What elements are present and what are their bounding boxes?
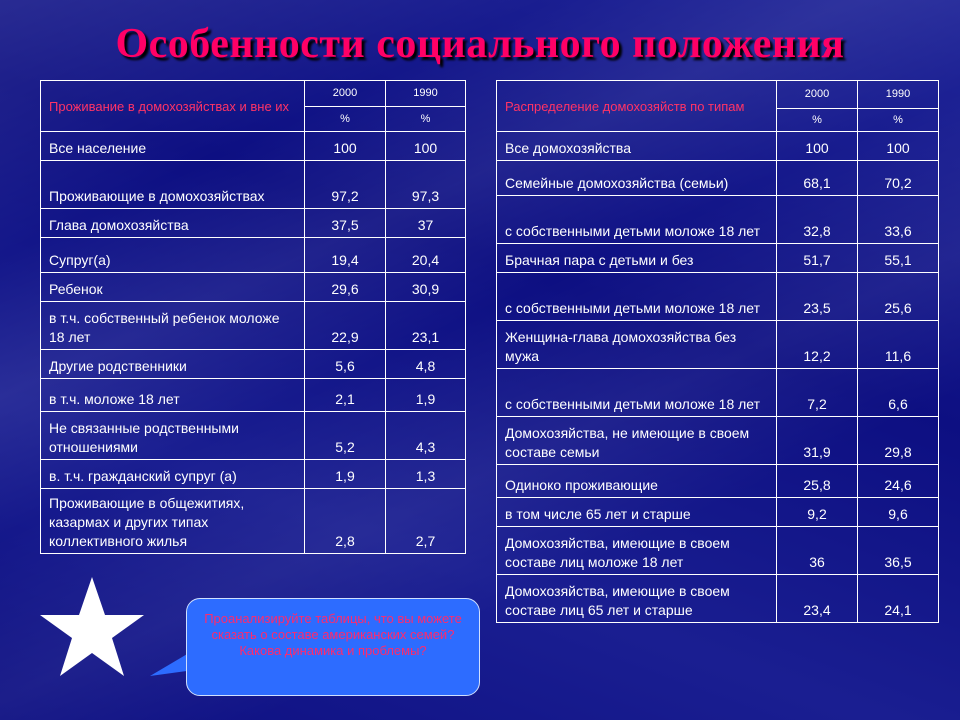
right-table-value-1990: 33,6 — [858, 196, 939, 244]
right-table-value-2000: 25,8 — [777, 465, 858, 498]
left-table-value-1990: 4,8 — [386, 350, 466, 379]
right-table-row-label: Одиноко проживающие — [497, 465, 777, 498]
left-table-value-1990: 2,7 — [386, 489, 466, 554]
right-table-row — [497, 465, 939, 498]
left-table-value-2000: 19,4 — [305, 238, 386, 273]
left-table-row-label: Другие родственники — [41, 350, 305, 379]
left-table-value-2000: 5,6 — [305, 350, 386, 379]
left-table-row — [41, 302, 466, 350]
right-table-value-1990: 25,6 — [858, 273, 939, 321]
left-table-row — [41, 132, 466, 161]
right-table-value-2000: 7,2 — [777, 369, 858, 417]
left-unit-1990: % — [386, 107, 466, 132]
left-table-value-2000: 97,2 — [305, 161, 386, 209]
left-table-header: Проживание в домохозяйствах и вне их — [41, 81, 305, 132]
left-table-value-2000: 29,6 — [305, 273, 386, 302]
right-table-row-label: Домохозяйства, имеющие в своем составе лиц моложе 18 лет — [497, 527, 777, 575]
left-table-row-label: Глава домохозяйства — [41, 209, 305, 238]
right-table-row-label: Домохозяйства, имеющие в своем составе лиц 65 лет и старше — [497, 575, 777, 623]
right-table-value-1990: 29,8 — [858, 417, 939, 465]
right-table-value-1990: 100 — [858, 132, 939, 161]
left-table-row — [41, 412, 466, 460]
left-table-value-2000: 37,5 — [305, 209, 386, 238]
right-table-row-label: Семейные домохозяйства (семьи) — [497, 161, 777, 196]
left-table-value-1990: 20,4 — [386, 238, 466, 273]
right-table-row — [497, 575, 939, 623]
right-table-value-1990: 55,1 — [858, 244, 939, 273]
left-table-row-label: Не связанные родственными отношениями — [41, 412, 305, 460]
right-table-row-label: с собственными детьми моложе 18 лет — [497, 196, 777, 244]
left-table-value-2000: 100 — [305, 132, 386, 161]
right-table-row — [497, 527, 939, 575]
left-table-row — [41, 489, 466, 554]
right-table-row-label: с собственными детьми моложе 18 лет — [497, 273, 777, 321]
right-year-2000: 2000 — [777, 81, 858, 109]
household-types-table — [496, 80, 939, 623]
right-table-row — [497, 161, 939, 196]
callout-bubble: Проанализируйте таблицы, что вы можете сказать о составе американских семей? Какова динамика и проблемы? — [186, 598, 480, 696]
right-table-row — [497, 273, 939, 321]
left-year-1990: 1990 — [386, 81, 466, 107]
left-table-row-label: в т.ч. моложе 18 лет — [41, 379, 305, 412]
left-table-row-label: Супруг(а) — [41, 238, 305, 273]
left-table-row-label: в т.ч. собственный ребенок моложе 18 лет — [41, 302, 305, 350]
right-table-row — [497, 417, 939, 465]
right-table-row — [497, 369, 939, 417]
left-table-row-label: Проживающие в домохозяйствах — [41, 161, 305, 209]
right-table-row-label: Брачная пара с детьми и без — [497, 244, 777, 273]
right-table-value-2000: 100 — [777, 132, 858, 161]
right-table-row — [497, 498, 939, 527]
left-table-value-1990: 23,1 — [386, 302, 466, 350]
left-table-value-2000: 22,9 — [305, 302, 386, 350]
left-table-value-1990: 4,3 — [386, 412, 466, 460]
left-table-row-label: Все население — [41, 132, 305, 161]
left-table-value-1990: 97,3 — [386, 161, 466, 209]
slide-title: Особенности социального положения — [115, 21, 845, 67]
right-table-row — [497, 196, 939, 244]
right-table-row-label: с собственными детьми моложе 18 лет — [497, 369, 777, 417]
left-table-value-1990: 30,9 — [386, 273, 466, 302]
right-table-value-1990: 9,6 — [858, 498, 939, 527]
left-table-value-2000: 1,9 — [305, 460, 386, 489]
star-icon — [38, 575, 146, 679]
left-table-value-1990: 1,3 — [386, 460, 466, 489]
right-year-1990: 1990 — [858, 81, 939, 109]
right-table-value-2000: 23,4 — [777, 575, 858, 623]
right-table-row-label: Все домохозяйства — [497, 132, 777, 161]
right-table-value-2000: 32,8 — [777, 196, 858, 244]
right-table-value-2000: 36 — [777, 527, 858, 575]
left-table-row — [41, 161, 466, 209]
left-table-row — [41, 350, 466, 379]
left-table-value-2000: 2,8 — [305, 489, 386, 554]
right-table-value-2000: 23,5 — [777, 273, 858, 321]
right-table-value-1990: 36,5 — [858, 527, 939, 575]
left-table-value-1990: 100 — [386, 132, 466, 161]
left-table-row — [41, 460, 466, 489]
right-unit-2000: % — [777, 109, 858, 132]
right-table-value-2000: 51,7 — [777, 244, 858, 273]
left-year-2000: 2000 — [305, 81, 386, 107]
left-table-value-2000: 5,2 — [305, 412, 386, 460]
right-table-value-2000: 9,2 — [777, 498, 858, 527]
left-table-value-1990: 1,9 — [386, 379, 466, 412]
right-table-row-label: Женщина-глава домохозяйства без мужа — [497, 321, 777, 369]
right-table-row — [497, 132, 939, 161]
left-table-value-2000: 2,1 — [305, 379, 386, 412]
left-table-row-label: Ребенок — [41, 273, 305, 302]
right-table-value-2000: 12,2 — [777, 321, 858, 369]
right-table-row-label: в том числе 65 лет и старше — [497, 498, 777, 527]
right-table-value-1990: 70,2 — [858, 161, 939, 196]
right-table-row-label: Домохозяйства, не имеющие в своем составе семьи — [497, 417, 777, 465]
right-unit-1990: % — [858, 109, 939, 132]
right-table-value-1990: 24,1 — [858, 575, 939, 623]
right-table-value-1990: 11,6 — [858, 321, 939, 369]
left-table-row-label: в. т.ч. гражданский супруг (а) — [41, 460, 305, 489]
left-unit-2000: % — [305, 107, 386, 132]
left-table-row — [41, 238, 466, 273]
right-table-header: Распределение домохозяйств по типам — [497, 81, 777, 132]
right-table-value-2000: 68,1 — [777, 161, 858, 196]
right-table-row — [497, 321, 939, 369]
left-table-row — [41, 209, 466, 238]
left-table-value-1990: 37 — [386, 209, 466, 238]
right-table-value-2000: 31,9 — [777, 417, 858, 465]
left-table-row — [41, 379, 466, 412]
left-table-row — [41, 273, 466, 302]
household-living-table — [40, 80, 466, 554]
right-table-row — [497, 244, 939, 273]
left-table-row-label: Проживающие в общежитиях, казармах и других типах коллективного жилья — [41, 489, 305, 554]
right-table-value-1990: 24,6 — [858, 465, 939, 498]
right-table-value-1990: 6,6 — [858, 369, 939, 417]
